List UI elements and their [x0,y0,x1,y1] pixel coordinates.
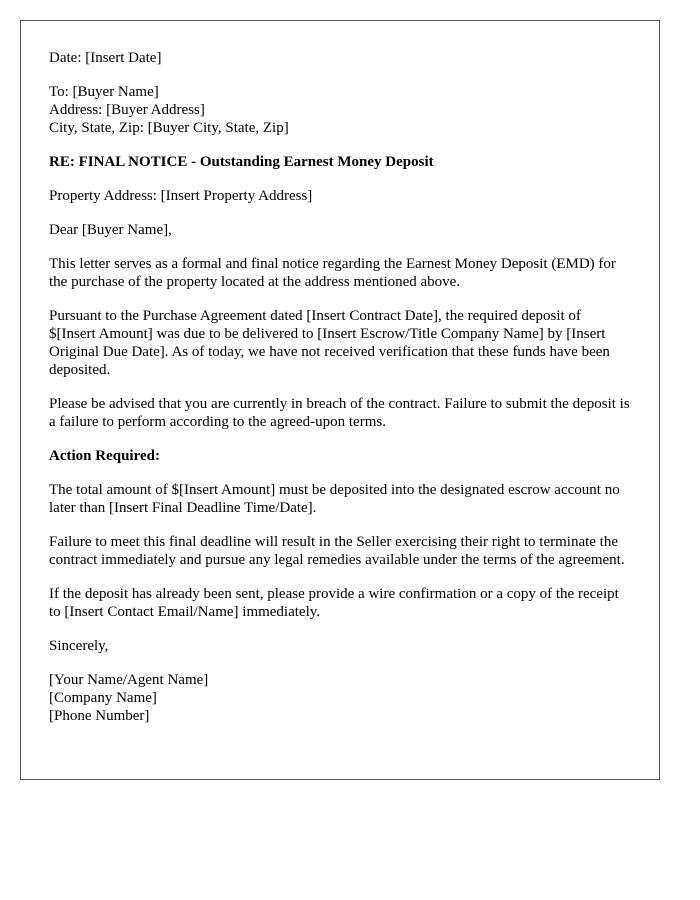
date-line: Date: [Insert Date] [49,50,162,66]
intro-paragraph: This letter serves as a formal and final notice regarding the Earnest Money Deposit (EMD) for the purchase of the property located at the address mentioned above. [49,256,616,290]
recipient-city: City, State, Zip: [Buyer City, State, Zip] [49,120,289,136]
signature-name: [Your Name/Agent Name] [49,672,209,688]
action-required-heading: Action Required: [49,448,160,464]
breach-paragraph: Please be advised that you are currently in breach of the contract. Failure to submit the deposit is a failure to perform according to the agreed-upon terms. [49,396,630,430]
closing-line: Sincerely, [49,638,109,654]
action-required-paragraph: The total amount of $[Insert Amount] must be deposited into the designated escrow account no later than [Insert Final Deadline Time/Date]. [49,482,620,516]
recipient-name: To: [Buyer Name] [49,84,159,100]
signature-block [49,671,631,725]
recipient-block [49,83,631,137]
property-address-line: Property Address: [Insert Property Address] [49,188,313,204]
pursuant-paragraph: Pursuant to the Purchase Agreement dated [Insert Contract Date], the required deposit of $[Insert Amount] was due to be delivered to [Insert Escrow/Title Company Name] by [Insert Original Due Date]. As of today, we have not received verification that these funds have been deposited. [49,308,610,378]
signature-phone: [Phone Number] [49,708,150,724]
salutation: Dear [Buyer Name], [49,222,172,238]
signature-company: [Company Name] [49,690,157,706]
letter-document [20,20,660,780]
subject-line: RE: FINAL NOTICE - Outstanding Earnest Money Deposit [49,154,434,170]
consequence-paragraph: Failure to meet this final deadline will result in the Seller exercising their right to terminate the contract immediately and pursue any legal remedies available under the terms of the agreement. [49,534,625,568]
recipient-address: Address: [Buyer Address] [49,102,205,118]
already-sent-paragraph: If the deposit has already been sent, please provide a wire confirmation or a copy of the receipt to [Insert Contact Email/Name] immediately. [49,586,619,620]
